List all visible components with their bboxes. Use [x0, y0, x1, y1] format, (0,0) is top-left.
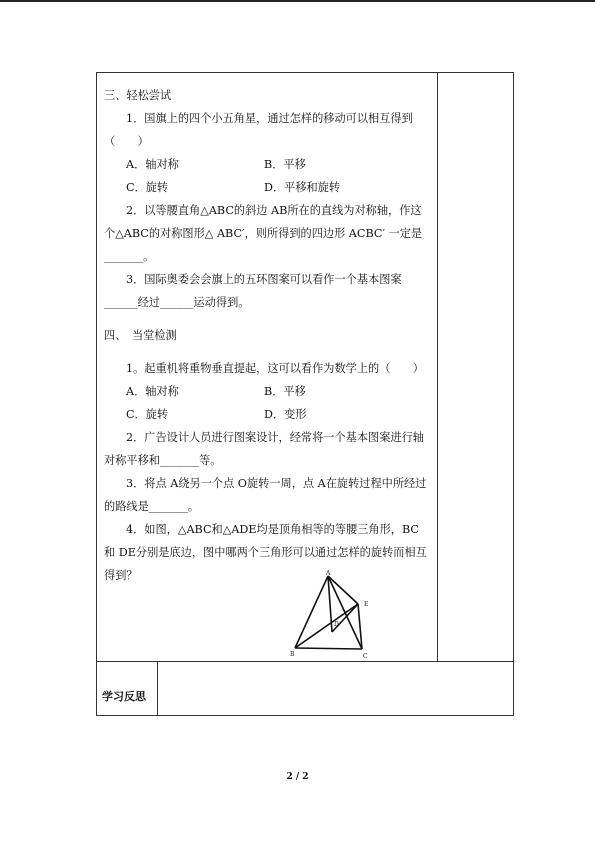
label-d: D	[334, 621, 339, 628]
s4-question-2: 2．广告设计人员进行图案设计，经常将一个基本图案进行轴对称平移和_______等。	[104, 431, 424, 467]
reflection-cell-divider	[157, 661, 158, 716]
s4-question-4: 4．如图，△ABC和△ADE均是顶角相等的等腰三角形，BC和 DE分别是底边，图中哪两个三角形可以通过怎样的旋转而相互得到？	[104, 523, 427, 582]
option: C．旋转	[126, 181, 169, 194]
s3-q1-options-row-2	[104, 176, 430, 199]
table-row-divider	[96, 661, 514, 662]
label-a: A	[326, 570, 331, 577]
label-b: B	[290, 651, 295, 658]
option: B．平移	[264, 385, 306, 398]
section-3-title: 三、轻松尝试	[104, 89, 172, 102]
s3-q1-options-row-1	[104, 153, 430, 176]
triangle-figure	[288, 570, 378, 660]
s3-question-1: 1．国旗上的四个小五角星，通过怎样的移动可以相互得到（ ）	[104, 112, 413, 148]
section-4-title: 四、 当堂检测	[104, 329, 177, 342]
option: D．变形	[264, 408, 307, 421]
option: D．平移和旋转	[264, 181, 341, 194]
edge-ae	[328, 576, 358, 604]
option: A．轴对称	[126, 158, 179, 171]
label-e: E	[364, 601, 369, 608]
top-rule	[0, 0, 595, 2]
s4-q1-options-row-2	[104, 403, 430, 426]
s4-question-3: 3．将点 A绕另一个点 O旋转一周，点 A在旋转过程中所经过的路线是_______。	[104, 477, 427, 513]
s3-question-3: 3．国际奥委会会旗上的五环图案可以看作一个基本图案______经过______运动得到。	[104, 273, 402, 309]
s4-q1-options-row-1	[104, 380, 430, 403]
label-c: C	[363, 653, 368, 660]
option: C．旋转	[126, 408, 169, 421]
option: A．轴对称	[126, 385, 179, 398]
page-number: 2 / 2	[286, 772, 309, 782]
option: B．平移	[264, 158, 306, 171]
s4-question-1: 1。起重机将重物垂直提起，这可以看作为数学上的（ ）	[126, 362, 424, 375]
s3-question-2: 2．以等腰直角△ABC的斜边 AB所在的直线为对称轴，作这个△ABC的对称图形△ ABC′，则所得到的四边形 ACBC′ 一定是_______。	[104, 204, 423, 263]
table-column-divider	[437, 72, 438, 662]
edge-bc	[295, 648, 362, 649]
reflection-label: 学习反思	[102, 690, 146, 703]
main-content	[104, 84, 430, 587]
